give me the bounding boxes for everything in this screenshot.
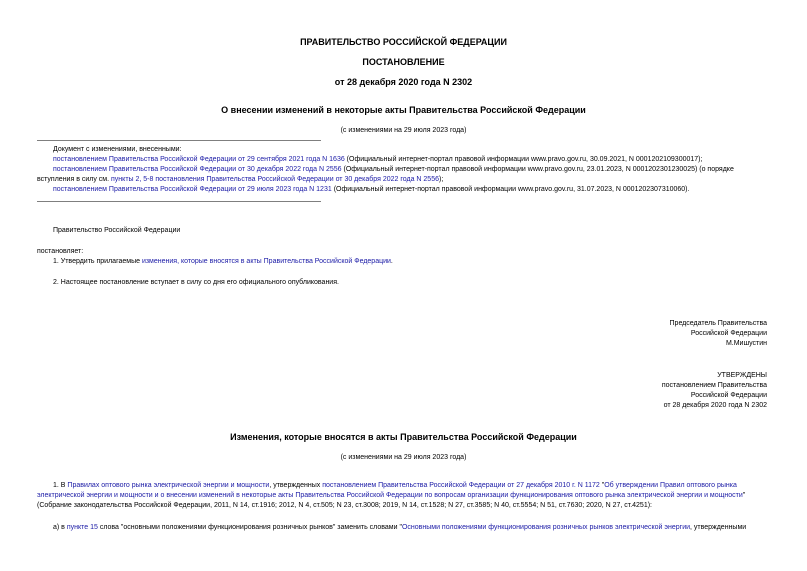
- effective-link[interactable]: пункты 2, 5-8 постановления Правительства Российской Федерации от 30 декабря 2022 года N 2556: [111, 176, 439, 183]
- annex-a-text: а) в: [53, 524, 67, 531]
- approved-block: [662, 371, 767, 410]
- document-org: ПРАВИТЕЛЬСТВО РОССИЙСКОЙ ФЕДЕРАЦИИ: [300, 37, 507, 47]
- approved-line: Российской Федерации: [690, 392, 767, 399]
- resolution-title-link-continued[interactable]: электрической энергии и мощности и о внесении изменений в некоторые акты Правительства Российской Федерации по вопросам организации функционирования оптового рынка электрической энергии и мощности: [37, 492, 743, 499]
- clause-1: [53, 257, 393, 266]
- resolution-title-link[interactable]: Об утверждении Правил оптового рынка: [604, 482, 737, 489]
- annex-subparagraph-a: [53, 523, 746, 532]
- annex-p1-text: , утвержденных: [269, 482, 323, 489]
- annex-p1-text: 1. В: [53, 482, 68, 489]
- signature-org: Российской Федерации: [690, 330, 767, 337]
- annex-title: Изменения, которые вносятся в акты Правительства Российской Федерации: [230, 432, 577, 442]
- clause-1-text: 1. Утвердить прилагаемые: [53, 258, 142, 265]
- amendment-source: (Официальный интернет-портал правовой информации www.pravo.gov.ru, 31.07.2023, N 0001202307310060).: [331, 186, 690, 193]
- amendment-note: (с изменениями на 29 июля 2023 года): [340, 127, 467, 134]
- annex-paragraph-1-line2: [37, 491, 745, 500]
- amendment-link[interactable]: постановлением Правительства Российской Федерации от 29 июля 2023 года N 1231: [53, 186, 332, 193]
- amendment-link[interactable]: постановлением Правительства Российской Федерации от 30 декабря 2022 года N 2556: [53, 166, 342, 173]
- signature-position: Председатель Правительства: [669, 320, 767, 327]
- annex-paragraph-1: [53, 481, 737, 490]
- changes-item: [53, 185, 689, 194]
- decides-label: постановляет:: [37, 248, 84, 255]
- clause-1-end: .: [390, 258, 393, 265]
- annex-amendment-note: (с изменениями на 29 июля 2023 года): [340, 454, 467, 461]
- effective-text: вступления в силу см.: [37, 176, 112, 183]
- clause-2: 2. Настоящее постановление вступает в силу со дня его официального опубликования.: [53, 279, 339, 286]
- annex-a-text: , утвержденными: [690, 524, 747, 531]
- changes-item: [53, 165, 734, 174]
- approved-date: от 28 декабря 2020 года N 2302: [663, 402, 767, 409]
- clause-15-link[interactable]: пункте 15: [66, 524, 98, 531]
- divider-bottom: [37, 201, 321, 202]
- changes-intro: Документ с изменениями, внесенными:: [53, 146, 182, 153]
- amendment-link[interactable]: постановлением Правительства Российской Федерации от 29 сентября 2021 года N 1636: [53, 156, 345, 163]
- annex-p1-text: ": [599, 482, 605, 489]
- amendment-source: (Официальный интернет-портал правовой информации www.pravo.gov.ru, 30.09.2021, N 0001202109300017);: [344, 156, 703, 163]
- document-type: ПОСТАНОВЛЕНИЕ: [362, 57, 445, 67]
- government-label: Правительство Российской Федерации: [53, 227, 181, 234]
- resolution-1172-link[interactable]: постановлением Правительства Российской Федерации от 27 декабря 2010 г. N 1172: [322, 482, 600, 489]
- amendment-source: (Официальный интернет-портал правовой информации www.pravo.gov.ru, 23.01.2023, N 0001202301230025) (о порядке: [341, 166, 734, 173]
- annex-paragraph-1-line3: (Собрание законодательства Российской Федерации, 2011, N 14, ст.1916; 2012, N 4, ст.505; N 23, ст.3008; 2019, N 14, ст.1528; N 27, ст.3585; N 40, ст.5554; N 51, ст.7630; 2020, N 27, ст.4251):: [37, 502, 652, 509]
- annex-a-text: слова "основными положениями функционирования розничных рынков" заменить словами ": [97, 524, 402, 531]
- annex-p1-text: ": [742, 492, 746, 499]
- market-rules-link[interactable]: Правилах оптового рынка электрической энергии и мощности: [67, 482, 270, 489]
- changes-link[interactable]: изменения, которые вносятся в акты Правительства Российской Федерации: [141, 258, 391, 265]
- retail-market-provisions-link[interactable]: Основными положениями функционирования розничных рынков электрической энергии: [401, 524, 691, 531]
- effective-end: );: [438, 176, 444, 183]
- changes-item: [53, 155, 702, 164]
- approved-line: постановлением Правительства: [661, 382, 767, 389]
- approved-title: УТВЕРЖДЕНЫ: [717, 372, 767, 379]
- document-title: О внесении изменений в некоторые акты Правительства Российской Федерации: [221, 105, 586, 115]
- signature-name: М.Мишустин: [725, 340, 767, 347]
- changes-item-continuation: [37, 175, 443, 184]
- signature-block: [670, 319, 767, 348]
- divider-top: [37, 140, 321, 141]
- document-date-number: от 28 декабря 2020 года N 2302: [334, 77, 473, 87]
